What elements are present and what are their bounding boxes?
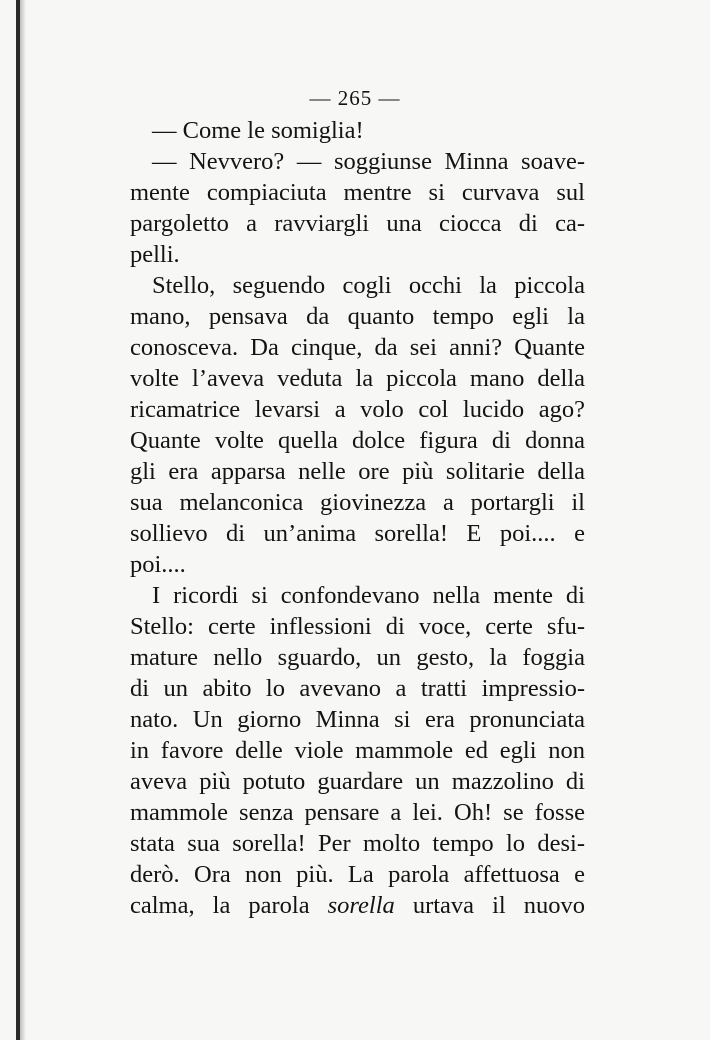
- text-line: aveva più potuto guardare un mazzolino di: [130, 768, 585, 795]
- text-line: pargoletto a ravviargli una ciocca di ca-: [130, 210, 585, 237]
- text-line: mano, pensava da quanto tempo egli la: [130, 303, 585, 330]
- text-line: sua melanconica giovinezza a portargli il: [130, 489, 585, 516]
- text-line: mente compiaciuta mentre si curvava sul: [130, 179, 585, 206]
- text-line-final: [130, 890, 585, 921]
- text-line: nato. Un giorno Minna si era pronunciata: [130, 706, 585, 733]
- text-line: poi....: [130, 551, 186, 578]
- text-line: I ricordi si confondevano nella mente di: [152, 582, 585, 609]
- text-line: di un abito lo avevano a tratti impressio-: [130, 675, 585, 702]
- text-lines: [130, 115, 585, 890]
- text-line: mammole senza pensare a lei. Oh! se fosse: [130, 799, 585, 826]
- text-line: Quante volte quella dolce figura di donna: [130, 427, 585, 454]
- final-line-italic-word: sorella: [327, 892, 395, 919]
- text-line: Stello: certe inflessioni di voce, certe sfu-: [130, 613, 585, 640]
- text-line: Stello, seguendo cogli occhi la piccola: [152, 272, 585, 299]
- text-line: gli era apparsa nelle ore più solitarie della: [130, 458, 585, 485]
- text-line: — Come le somiglia!: [152, 117, 364, 144]
- text-line: — Nevvero? — soggiunse Minna soave-: [152, 148, 585, 175]
- text-line: derò. Ora non più. La parola affettuosa e: [130, 861, 585, 888]
- text-line: ricamatrice levarsi a volo col lucido ago?: [130, 396, 585, 423]
- text-line: mature nello sguardo, un gesto, la foggia: [130, 644, 585, 671]
- body-text: [130, 115, 585, 921]
- final-line-after: urtava il nuovo: [394, 892, 585, 919]
- text-line: stata sua sorella! Per molto tempo lo desi-: [130, 830, 585, 857]
- text-line: in favore delle viole mammole ed egli non: [130, 737, 585, 764]
- text-line: pelli.: [130, 241, 180, 268]
- text-line: volte l’aveva veduta la piccola mano della: [130, 365, 585, 392]
- page-number: — 265 —: [309, 86, 401, 110]
- text-line: sollievo di un’anima sorella! E poi.... e: [130, 520, 585, 547]
- final-line-before: calma, la parola: [130, 892, 328, 919]
- text-line: conosceva. Da cinque, da sei anni? Quante: [130, 334, 585, 361]
- page-spine-shadow: [20, 0, 26, 1040]
